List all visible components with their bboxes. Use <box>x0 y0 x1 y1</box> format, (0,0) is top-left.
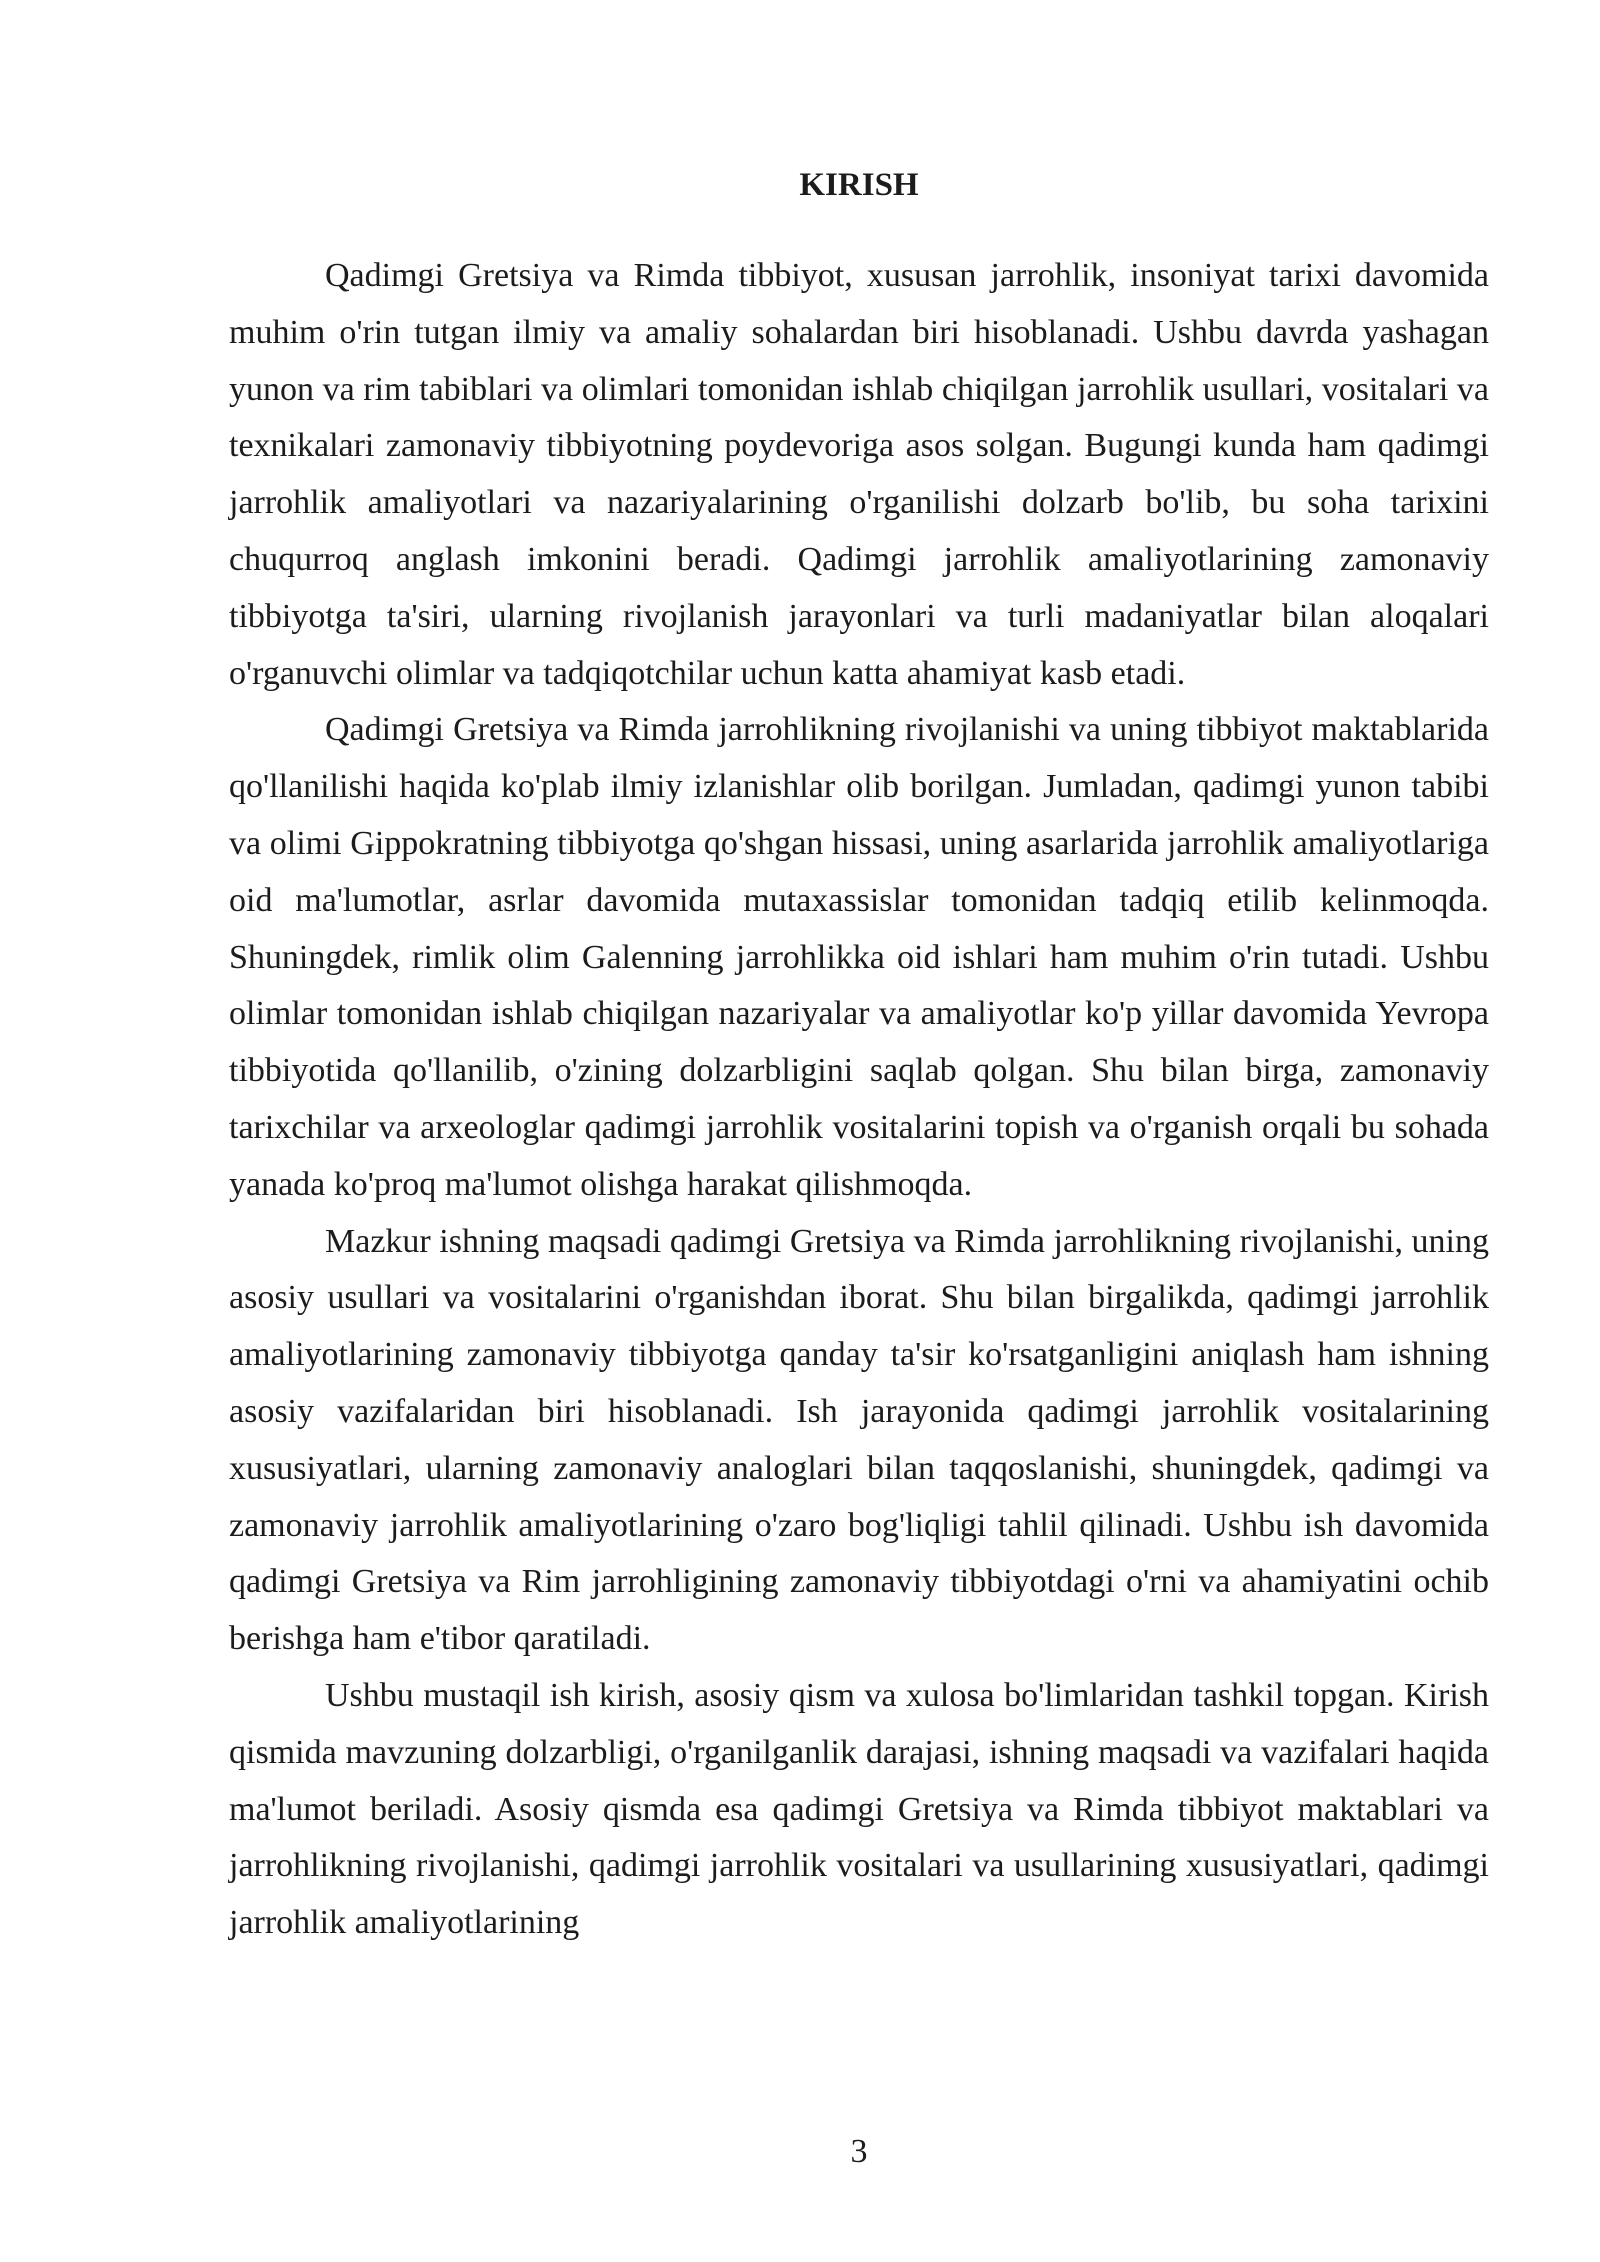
body-text <box>229 248 1489 1952</box>
page-number: 3 <box>850 2133 868 2170</box>
paragraph-1: Qadimgi Gretsiya va Rimda tibbiyot, xususan jarrohlik, insoniyat tarixi davomida muhim o'rin tutgan ilmiy va amaliy sohalardan biri hisoblanadi. Ushbu davrda yashagan yunon va rim tabiblari va olimlari tomonidan ishlab chiqilgan jarrohlik usullari, vositalari va texnikalari zamonaviy tibbiyotning poydevoriga asos solgan. Bugungi kunda ham qadimgi jarrohlik amaliyotlari va nazariyalarining o'rganilishi dolzarb bo'lib, bu soha tarixini chuqurroq anglash imkonini beradi. Qadimgi jarrohlik amaliyotlarining zamonaviy tibbiyotga ta'siri, ularning rivojlanish jarayonlari va turli madaniyatlar bilan aloqalari o'rganuvchi olimlar va tadqiqotchilar uchun katta ahamiyat kasb etadi. <box>229 257 1489 692</box>
paragraph-4: Ushbu mustaqil ish kirish, asosiy qism va xulosa bo'limlaridan tashkil topgan. Kirish qismida mavzuning dolzarbligi, o'rganilganlik darajasi, ishning maqsadi va vazifalari haqida ma'lumot beriladi. Asosiy qismda esa qadimgi Gretsiya va Rimda tibbiyot maktablari va jarrohlikning rivojlanishi, qadimgi jarrohlik vositalari va usullarining xususiyatlari, qadimgi jarrohlik amaliyotlarining <box>229 1676 1489 1942</box>
section-title: KIRISH <box>799 167 919 203</box>
paragraph-3: Mazkur ishning maqsadi qadimgi Gretsiya va Rimda jarrohlikning rivojlanishi, uning asosiy usullari va vositalarini o'rganishdan iborat. Shu bilan birgalikda, qadimgi jarrohlik amaliyotlarining zamonaviy tibbiyotga qanday ta'sir ko'rsatganligini aniqlash ham ishning asosiy vazifalaridan biri hisoblanadi. Ish jarayonida qadimgi jarrohlik vositalarining xususiyatlari, ularning zamonaviy analoglari bilan taqqoslanishi, shuningdek, qadimgi va zamonaviy jarrohlik amaliyotlarining o'zaro bog'liqligi tahlil qilinadi. Ushbu ish davomida qadimgi Gretsiya va Rim jarrohligining zamonaviy tibbiyotdagi o'rni va ahamiyatini ochib berishga ham e'tibor qaratiladi. <box>229 1222 1489 1658</box>
paragraph-2: Qadimgi Gretsiya va Rimda jarrohlikning rivojlanishi va uning tibbiyot maktablarida qo'llanilishi haqida ko'plab ilmiy izlanishlar olib borilgan. Jumladan, qadimgi yunon tabibi va olimi Gippokratning tibbiyotga qo'shgan hissasi, uning asarlarida jarrohlik amaliyotlariga oid ma'lumotlar, asrlar davomida mutaxassislar tomonidan tadqiq etilib kelinmoqda. Shuningdek, rimlik olim Galenning jarrohlikka oid ishlari ham muhim o'rin tutadi. Ushbu olimlar tomonidan ishlab chiqilgan nazariyalar va amaliyotlar ko'p yillar davomida Yevropa tibbiyotida qo'llanilib, o'zining dolzarbligini saqlab qolgan. Shu bilan birga, zamonaviy tarixchilar va arxeologlar qadimgi jarrohlik vositalarini topish va o'rganish orqali bu sohada yanada ko'proq ma'lumot olishga harakat qilishmoqda. <box>229 711 1489 1203</box>
